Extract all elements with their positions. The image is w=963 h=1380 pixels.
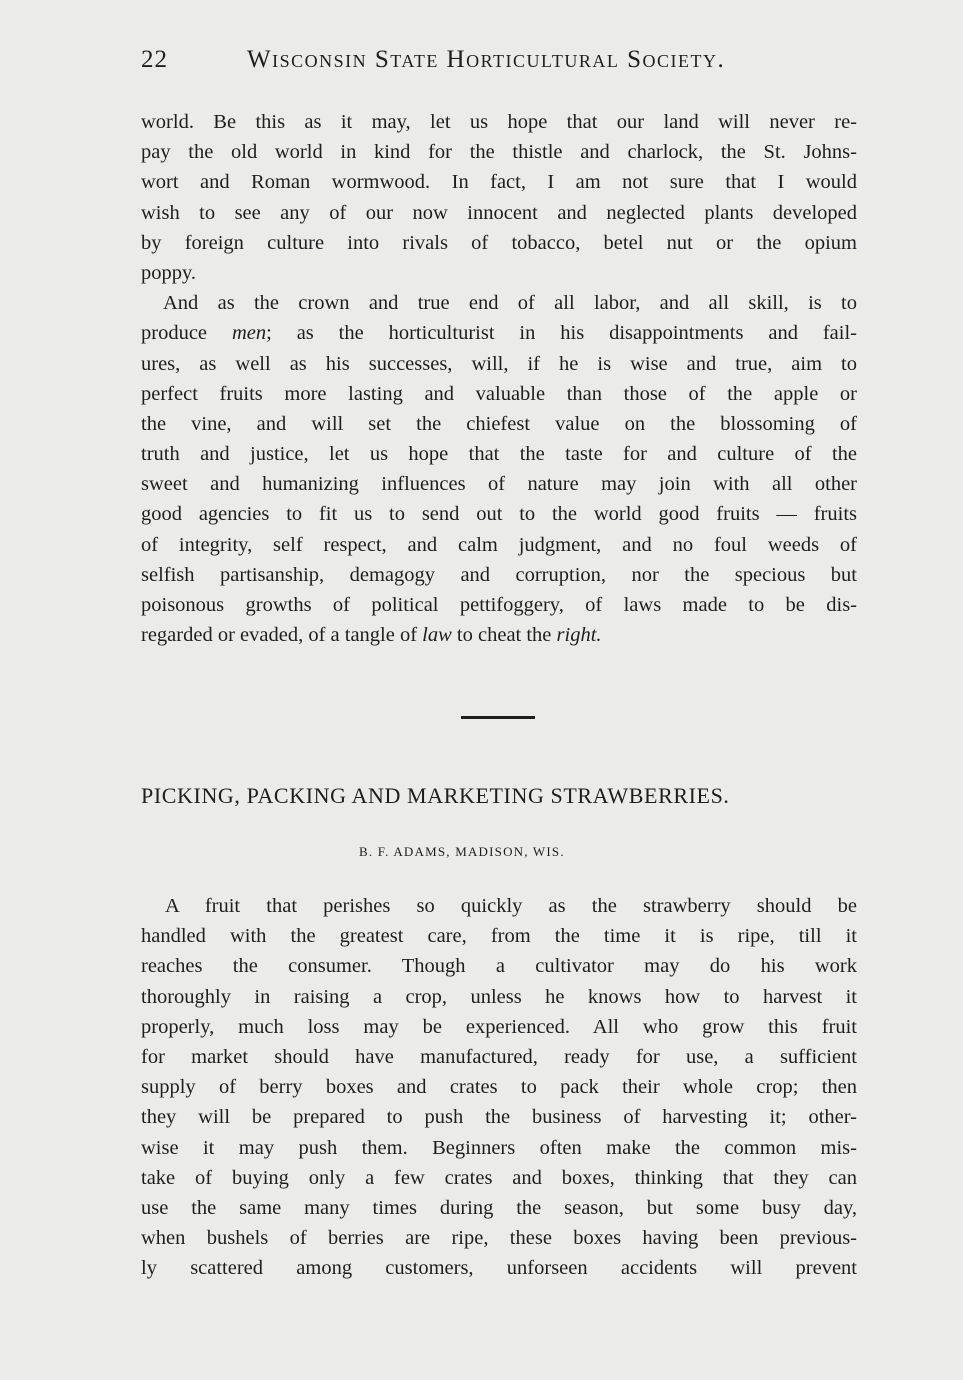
text-line: poisonous growths of political pettifoggery, of laws made to be dis-	[141, 594, 857, 616]
text-line: thoroughly in raising a crop, unless he knows how to harvest it	[141, 985, 857, 1008]
text-line: wise it may push them. Beginners often make the common mis-	[141, 1136, 857, 1159]
section-divider	[461, 716, 535, 719]
text-line: world. Be this as it may, let us hope that our land will never re-	[141, 111, 857, 133]
text-run: ; as the horticulturist in his disappointments and fail-	[266, 322, 858, 345]
text-line: truth and justice, let us hope that the taste for and culture of the	[141, 443, 857, 466]
text-line: for market should have manufactured, ready for use, a sufficient	[141, 1045, 857, 1068]
text-line: by foreign culture into rivals of tobacco, betel nut or the opium	[141, 231, 857, 254]
text-line: sweet and humanizing influences of nature may join with all other	[141, 473, 857, 496]
page-number: 22	[141, 46, 168, 73]
text-line: the vine, and will set the chiefest value on the blossoming of	[141, 412, 857, 435]
journal-title: Wisconsin State Horticultural Society.	[247, 46, 726, 73]
text-line: handled with the greatest care, from the time it is ripe, till it	[141, 925, 857, 948]
text-line: pay the old world in kind for the thistle and charlock, the St. Johns-	[141, 141, 857, 164]
text-line: A fruit that perishes so quickly as the strawberry should be	[165, 895, 857, 917]
running-head	[141, 46, 821, 76]
text-line: wish to see any of our now innocent and neglected plants developed	[141, 201, 857, 224]
text-line: wort and Roman wormwood. In fact, I am not sure that I would	[141, 171, 857, 194]
article-title: PICKING, PACKING AND MARKETING STRAWBERRIES.	[141, 783, 730, 808]
closing-paragraphs	[141, 107, 857, 650]
emphasis-law: law	[422, 624, 452, 647]
text-line-with-emphasis	[141, 318, 857, 348]
text-line: properly, much loss may be experienced. All who grow this fruit	[141, 1015, 857, 1038]
emphasis-men: men	[231, 322, 267, 345]
text-line: And as the crown and true end of all labor, and all skill, is to	[163, 292, 857, 315]
text-line: poppy.	[141, 261, 197, 284]
emphasis-right: right.	[556, 624, 602, 647]
text-line: use the same many times during the season, but some busy day,	[141, 1196, 857, 1219]
article-body	[141, 891, 857, 1283]
text-line: supply of berry boxes and crates to pack their whole crop; then	[141, 1076, 857, 1099]
text-line: reaches the consumer. Though a cultivator may do his work	[141, 955, 857, 978]
text-line: ly scattered among customers, unforseen accidents will prevent	[141, 1257, 857, 1280]
text-run: to cheat the	[451, 624, 557, 647]
text-line: perfect fruits more lasting and valuable than those of the apple or	[141, 382, 857, 405]
text-line: when bushels of berries are ripe, these boxes having been previous-	[141, 1227, 857, 1250]
text-line-with-emphasis	[141, 620, 857, 650]
article-byline: B. F. ADAMS, MADISON, WIS.	[359, 844, 565, 859]
text-line: of integrity, self respect, and calm judgment, and no foul weeds of	[141, 533, 857, 556]
text-line: good agencies to fit us to send out to the world good fruits — fruits	[141, 503, 857, 526]
text-line: selfish partisanship, demagogy and corruption, nor the specious but	[141, 563, 857, 586]
text-run: produce	[141, 322, 232, 345]
text-line: they will be prepared to push the business of harvesting it; other-	[141, 1106, 857, 1129]
text-line: take of buying only a few crates and boxes, thinking that they can	[141, 1166, 857, 1189]
text-line: ures, as well as his successes, will, if he is wise and true, aim to	[141, 352, 857, 375]
text-run: regarded or evaded, of a tangle of	[141, 624, 423, 647]
